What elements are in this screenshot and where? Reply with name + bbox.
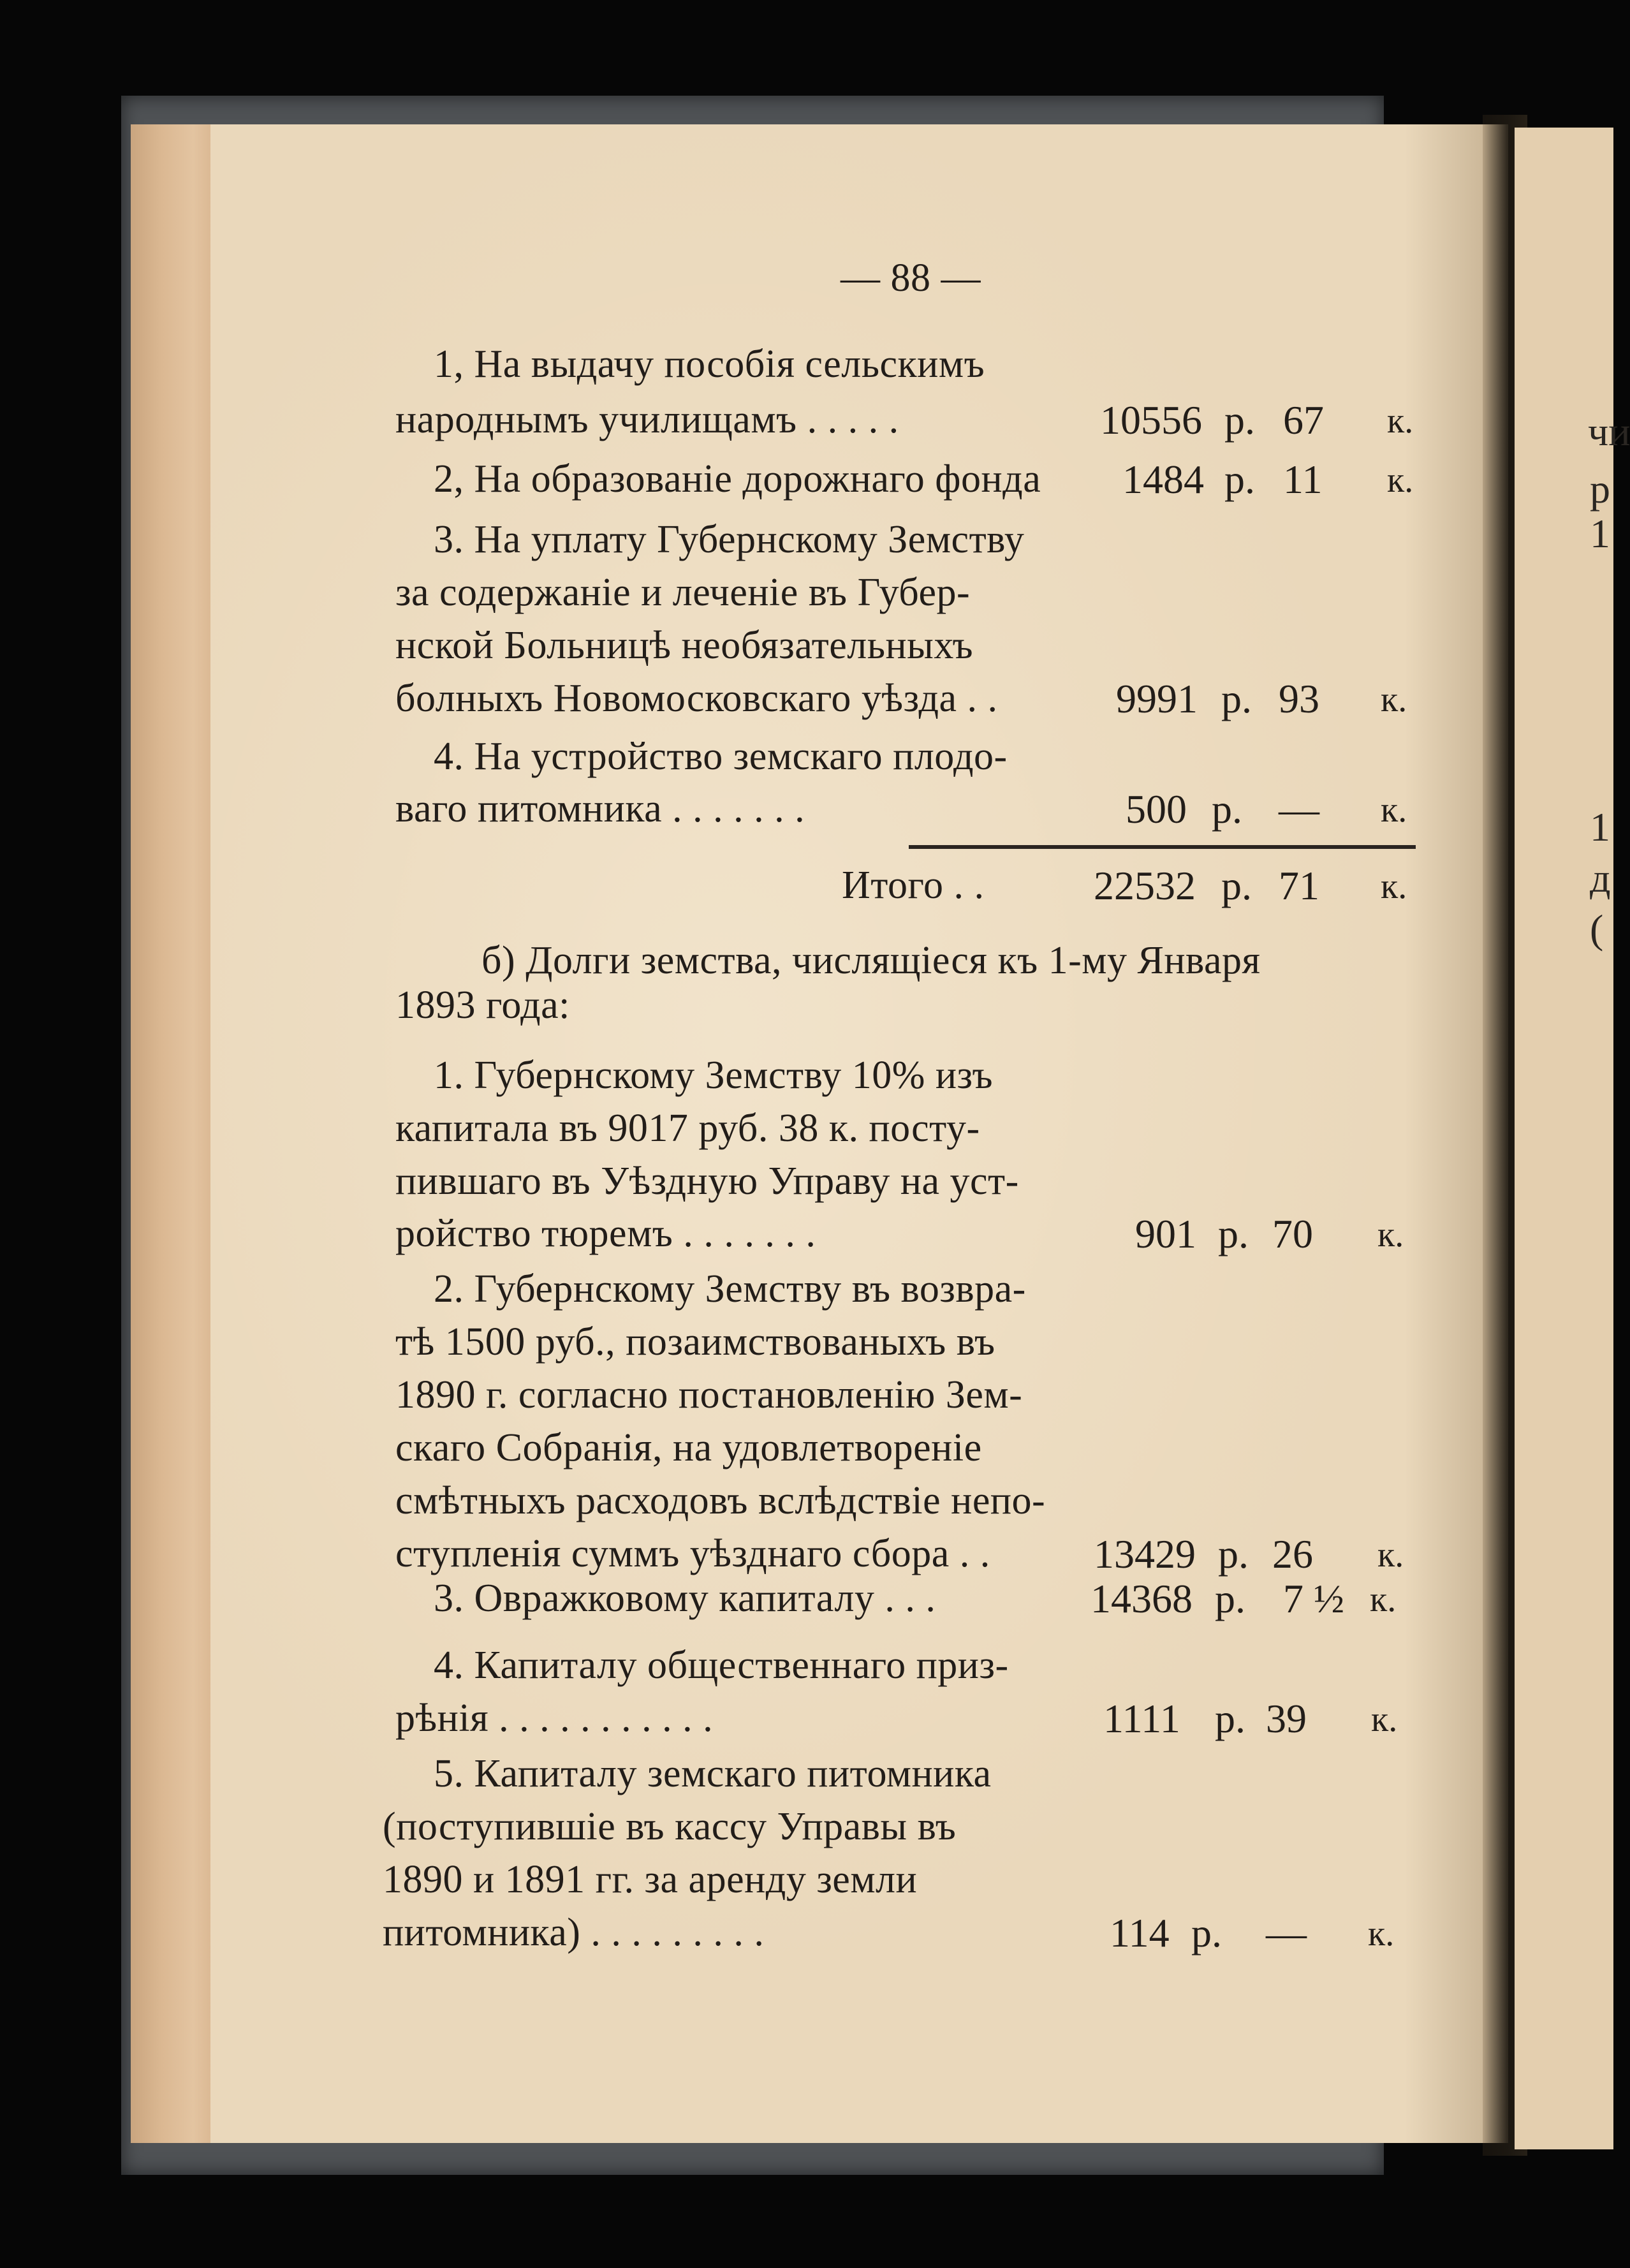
amount-k-label: к. (1368, 1914, 1395, 1954)
text-line: 1890 и 1891 гг. за аренду земли (383, 1858, 918, 1901)
text-line: ступленія суммъ уѣзднаго сбора . . (395, 1532, 990, 1575)
text-line: 1. Губернскому Земству 10% изъ (434, 1054, 994, 1097)
amount-rubles: 1111 (1103, 1696, 1180, 1741)
amount-r-label: р. (1215, 1696, 1245, 1741)
amount-kopecks: 93 (1279, 676, 1319, 721)
amount-rubles: 13429 (1094, 1531, 1196, 1577)
amount-rubles: 9991 (1116, 676, 1198, 721)
text-line: скаго Собранія, на удовлетвореніе (395, 1426, 982, 1469)
amount-kopecks: 70 (1272, 1211, 1313, 1256)
amount-r-label: р. (1212, 786, 1242, 832)
text-line: тѣ 1500 руб., позаимствованыхъ въ (395, 1320, 995, 1364)
text-line: народнымъ училищамъ . . . . . (395, 398, 899, 441)
text-line: 1, На выдачу пособія сельскимъ (434, 342, 985, 386)
amount-r-label: р. (1221, 676, 1252, 721)
amount-k-label: к. (1370, 1580, 1397, 1619)
text-line: пившаго въ Уѣздную Управу на уст- (395, 1160, 1019, 1203)
text-line: за содержаніе и леченіе въ Губер- (395, 571, 971, 614)
amount-rubles: 500 (1126, 786, 1187, 832)
amount-rubles: 901 (1135, 1211, 1196, 1256)
section-heading: б) Долги земства, числящіеся къ 1-му Января (481, 939, 1261, 982)
amount-r-label: р. (1191, 1910, 1222, 1955)
amount-kopecks: 67 (1283, 397, 1324, 443)
amount-r-label: р. (1218, 1211, 1249, 1256)
text-line: ваго питомника . . . . . . . (395, 787, 805, 830)
amount-k-label: к. (1381, 680, 1407, 719)
text-line: 4. Капиталу общественнаго приз- (434, 1644, 1009, 1687)
text-line: 2. Губернскому Земству въ возвра- (434, 1267, 1026, 1311)
text-line: 1890 г. согласно постановленію Зем- (395, 1373, 1023, 1417)
facing-page-fragment: р (1590, 466, 1610, 512)
amount-r-label: р. (1224, 457, 1255, 502)
text-line: 3. На уплату Губернскому Земству (434, 518, 1025, 561)
text-line: 5. Капиталу земскаго питомника (434, 1752, 992, 1795)
amount-kopecks: — (1279, 786, 1319, 832)
amount-k-label: к. (1377, 1215, 1404, 1255)
page-number: — 88 — (841, 256, 981, 300)
amount-r-label: р. (1224, 397, 1255, 443)
text-line: смѣтныхъ расходовъ вслѣдствіе непо- (395, 1479, 1046, 1522)
amount-kopecks: 11 (1283, 457, 1323, 502)
amount-r-label: р. (1218, 1531, 1249, 1577)
amount-k-label: к. (1377, 1535, 1404, 1575)
amount-k-label: к. (1387, 460, 1414, 500)
amount-rubles: 10556 (1100, 397, 1202, 443)
total-r-label: р. (1221, 863, 1252, 908)
text-line: 3. Овражковому капиталу . . . (434, 1577, 936, 1620)
amount-k-label: к. (1387, 401, 1414, 441)
amount-r-label: р. (1215, 1576, 1245, 1621)
amount-rubles: 14368 (1090, 1576, 1193, 1621)
facing-page-fragment: 1 (1590, 804, 1610, 850)
text-line: нской Больницѣ необязательныхъ (395, 624, 974, 667)
facing-page-fragment: ( (1590, 906, 1604, 952)
text-line: 2, На образованіе дорожнаго фонда (434, 457, 1041, 501)
amount-rubles: 1484 (1122, 457, 1204, 502)
amount-kopecks: 26 (1272, 1531, 1313, 1577)
total-label: Итого . . (842, 864, 985, 907)
total-rubles: 22532 (1094, 863, 1196, 908)
total-k-label: к. (1381, 867, 1407, 906)
section-heading: 1893 года: (395, 983, 570, 1027)
amount-rubles: 114 (1110, 1910, 1170, 1955)
text-line: ройство тюремъ . . . . . . . (395, 1212, 816, 1255)
amount-kopecks: — (1266, 1910, 1307, 1955)
text-line: питомника) . . . . . . . . . (383, 1911, 765, 1954)
text-line: болныхъ Новомосковскаго уѣзда . . (395, 677, 998, 720)
text-line: рѣнія . . . . . . . . . . . (395, 1697, 714, 1740)
facing-page-fragment: чи (1588, 409, 1630, 454)
facing-page-fragment: д (1590, 855, 1611, 901)
amount-kopecks: 39 (1266, 1696, 1307, 1741)
text-line: 4. На устройство земскаго плодо- (434, 735, 1008, 778)
amount-kopecks: 7 ½ (1283, 1576, 1344, 1621)
text-line: капитала въ 9017 руб. 38 к. посту- (395, 1107, 980, 1150)
amount-k-label: к. (1381, 790, 1407, 830)
total-rule (909, 845, 1416, 849)
facing-page-fragment: 1 (1590, 511, 1610, 556)
total-kopecks: 71 (1279, 863, 1319, 908)
text-line: (поступившіе въ кассу Управы въ (383, 1805, 957, 1848)
amount-k-label: к. (1371, 1700, 1398, 1739)
